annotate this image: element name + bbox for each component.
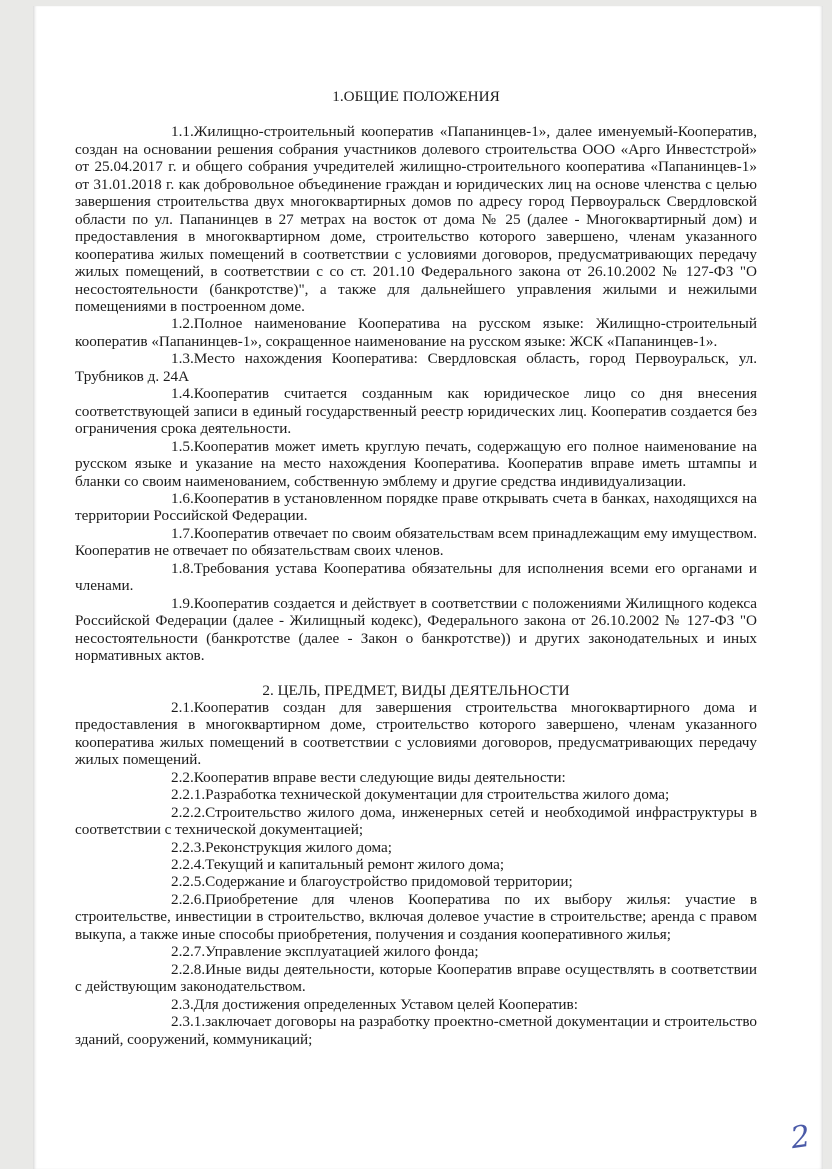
clause-text: Разработка технической документации для строительства жилого дома; (205, 786, 670, 804)
clause-2-1 (75, 699, 757, 769)
clause-text: Требования устава Кооператива обязательны для исполнения всеми его органами и членами. (75, 559, 757, 595)
clause-number: 2.2.6. (171, 890, 206, 908)
clause-number: 2.2. (171, 768, 194, 786)
clause-1-7 (75, 525, 757, 560)
clause-text: Кооператив создается и действует в соответствии с положениями Жилищного кодекса Российской Федерации (далее - Жилищный кодекс), Федерального закона от 26.10.2002 № 127-ФЗ "О несостоятельности (банкротстве (далее - Закон о банкротстве)) и других законодательных и иных нормативных актов. (75, 594, 757, 665)
section-1-heading: 1.ОБЩИЕ ПОЛОЖЕНИЯ (332, 88, 500, 105)
clause-number: 1.3. (171, 350, 194, 368)
clause-2-2-4 (75, 856, 757, 873)
clause-number: 1.1. (171, 123, 194, 141)
clause-2-3 (75, 996, 757, 1013)
document-page (33, 6, 823, 1169)
clause-number: 1.5. (171, 437, 194, 455)
clause-number: 1.9. (171, 594, 194, 612)
clause-text: Кооператив может иметь круглую печать, содержащую его полное наименование на русском языке и указание на место нахождения Кооператива. Кооператив вправе иметь штампы и бланки со своим наименованием, собственную эмблему и другие средства индивидуализации. (75, 437, 757, 490)
clause-number: 2.2.4. (171, 856, 206, 874)
clause-text: Содержание и благоустройство придомовой территории; (205, 873, 573, 891)
clause-number: 2.2.2. (171, 803, 206, 821)
clause-1-2 (75, 315, 757, 350)
clause-text: Полное наименование Кооператива на русском языке: Жилищно-строительный кооператив «Папанинцев-1», сокращенное наименование на русском языке: ЖСК «Папанинцев-1». (75, 315, 757, 350)
clause-text: Реконструкция жилого дома; (205, 838, 392, 856)
clause-1-1 (75, 123, 757, 315)
clause-text: Кооператив отвечает по своим обязательствам всем принадлежащим ему имуществом. Кооператив не отвечает по обязательствам своих членов. (75, 524, 757, 560)
clause-1-3 (75, 350, 757, 385)
clause-2-2-3 (75, 839, 757, 856)
clause-2-2 (75, 769, 757, 786)
clause-text: Кооператив вправе вести следующие виды деятельности: (193, 768, 566, 786)
clause-text: Кооператив в установленном порядке праве открывать счета в банках, находящихся на территории Российской Федерации. (75, 489, 757, 525)
clause-1-8 (75, 560, 757, 595)
clause-text: Текущий и капитальный ремонт жилого дома; (205, 856, 505, 874)
clause-number: 2.2.8. (171, 960, 206, 978)
clause-2-2-5 (75, 873, 757, 890)
clause-text: заключает договоры на разработку проектно-сметной документации и строительство зданий, сооружений, коммуникаций; (75, 1013, 757, 1048)
clause-2-2-8 (75, 961, 757, 996)
section-2-heading: 2. ЦЕЛЬ, ПРЕДМЕТ, ВИДЫ ДЕЯТЕЛЬНОСТИ (262, 681, 570, 699)
clause-text: Иные виды деятельности, которые Кооператив вправе осуществлять в соответствии с действующим законодательством. (75, 960, 757, 996)
clause-2-3-1 (75, 1013, 757, 1048)
clause-text: Управление эксплуатацией жилого фонда; (205, 943, 479, 961)
clause-2-2-6 (75, 891, 757, 943)
clause-number: 1.7. (171, 524, 194, 542)
clause-number: 1.4. (171, 385, 194, 403)
clause-1-6 (75, 490, 757, 525)
clause-text: Место нахождения Кооператива: Свердловская область, город Первоуральск, ул. Трубников д. 24А (75, 350, 757, 385)
clause-2-2-7 (75, 943, 757, 960)
clause-number: 2.2.1. (171, 786, 206, 804)
clause-2-2-2 (75, 804, 757, 839)
clause-text: Жилищно-строительный кооператив «Папанинцев-1», далее именуемый-Кооператив, создан на основании решения собрания участников долевого строительства ООО «Арго Инвестстрой» от 25.04.2017 г. и общего собрания учредителей жилищно-строительного кооператива «Папанинцев-1» от 31.01.2018 г. как добровольное объединение граждан и юридических лиц на основе членства с целью завершения строительства двух многоквартирных домов по адресу город Первоуральск Свердловской области по ул. Папанинцев в 27 метрах на восток от дома № 25 (далее - Многоквартирный дом) и предоставления в многоквартирном доме, строительство которого завершено, членам указанного кооператива жилых помещений в соответствии с условиями договоров, предусматривающих передачу жилых помещений, в соответствии с со ст. 201.10 Федерального закона от 26.10.2002 № 127-ФЗ "О несостоятельности (банкротстве)", а также для дальнейшего управления жилыми и нежилыми помещениями в построенном доме. (75, 123, 757, 315)
clause-text: Кооператив создан для завершения строительства многоквартирного дома и предоставления в многоквартирном доме, строительство которого завершено, членам указанного кооператива жилых помещений в соответствии с условиями договоров, предусматривающих передачу жилых помещений. (75, 698, 757, 769)
clause-number: 2.3.1. (171, 1013, 206, 1031)
document-body (75, 88, 757, 1048)
clause-text: Кооператив считается созданным как юридическое лицо со дня внесения соответствующей записи в единый государственный реестр юридических лиц. Кооператив создается без ограничения срока деятельности. (75, 385, 757, 438)
handwritten-page-number: 2 (788, 1118, 813, 1157)
clause-number: 1.6. (171, 489, 194, 507)
clause-text: Для достижения определенных Уставом целей Кооператив: (193, 995, 578, 1013)
clause-1-5 (75, 438, 757, 490)
clause-number: 2.2.7. (171, 943, 206, 961)
clause-number: 2.3. (171, 995, 194, 1013)
clause-text: Приобретение для членов Кооператива по их выбору жилья: участие в строительстве, инвестиции в строительство, включая долевое участие в строительстве; аренда с правом выкупа, а также иные способы приобретения, получения и создания кооперативного жилья; (75, 890, 757, 943)
clause-number: 1.2. (171, 315, 194, 333)
clause-1-9 (75, 595, 757, 665)
clause-text: Строительство жилого дома, инженерных сетей и необходимой инфраструктуры в соответствии с технической документацией; (75, 803, 757, 839)
clause-number: 2.2.3. (171, 838, 206, 856)
clause-number: 2.2.5. (171, 873, 206, 891)
clause-1-4 (75, 385, 757, 437)
clause-2-2-1 (75, 786, 757, 803)
clause-number: 2.1. (171, 698, 194, 716)
clause-number: 1.8. (171, 559, 194, 577)
